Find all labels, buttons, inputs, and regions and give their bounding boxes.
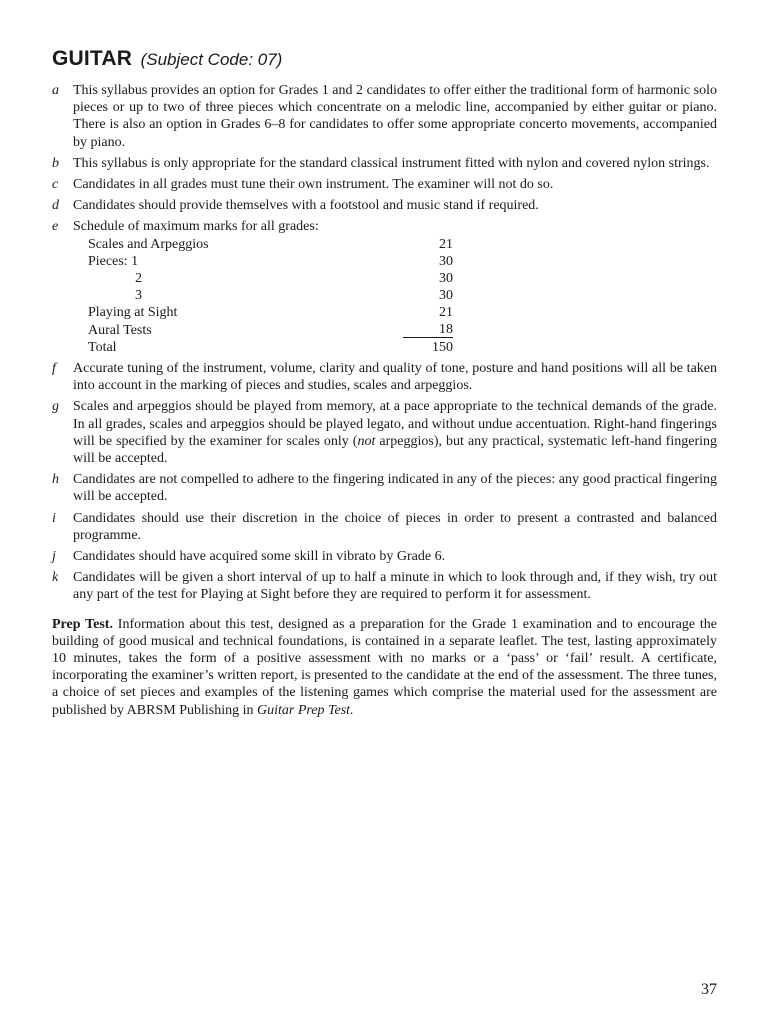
list-item — [52, 398, 717, 467]
prep-test-text: Information about this test, designed as a preparation for the Grade 1 examination and to encourage the building of good musical and technical foundations, is contained in a separate leaflet. The test, lasting approximately 10 minutes, takes the form of a positive assessment with no marks or a ‘pass’ or ‘fail’ result. A certificate, incorporating the examiner’s written report, is presented to the candidate at the end of the assessment. The three tunes, a choice of set pieces and examples of the listening games which comprise the material used for the assessment are published by ABRSM Publishing in — [52, 616, 717, 718]
item-letter: e — [52, 219, 59, 235]
marks-label: Pieces: 1 — [88, 253, 139, 269]
marks-label: Total — [88, 339, 117, 355]
marks-row — [73, 304, 717, 321]
item-letter: k — [52, 570, 59, 586]
item-letter: f — [52, 360, 56, 376]
marks-row — [73, 253, 717, 270]
item-text: This syllabus provides an option for Grades 1 and 2 candidates to offer either the traditional form of harmonic solo pieces or up to two of three pieces which concentrate on a melodic line, accompanied by either guitar or piano. There is also an option in Grades 6–8 for candidates to offer some appropriate concerto movements, accompanied by piano. — [73, 83, 717, 150]
marks-label: Playing at Sight — [88, 305, 178, 321]
item-text: This syllabus is only appropriate for the standard classical instrument fitted with nylon and covered nylon strings. — [73, 155, 710, 171]
list-item — [52, 471, 717, 505]
list-item — [52, 176, 717, 193]
title-subject-code: (Subject Code: 07) — [140, 50, 283, 69]
item-text: Candidates should use their discretion in the choice of pieces in order to present a contrasted and balanced programme. — [73, 510, 717, 543]
marks-label: Aural Tests — [88, 322, 152, 338]
item-letter: a — [52, 83, 59, 98]
marks-total-value: 150 — [432, 339, 453, 355]
item-text: Accurate tuning of the instrument, volume, clarity and quality of tone, posture and hand positions will all be taken into account in the marking of pieces and studies, scales and arpeggios. — [73, 360, 717, 394]
prep-test-label: Prep Test. — [52, 616, 113, 632]
item-text: Candidates will be given a short interval of up to half a minute in which to look through and, if they wish, try out any part of the test for Playing at Sight before they are required to perform it for assessment. — [73, 570, 717, 603]
list-item — [52, 197, 717, 214]
item-letter: c — [52, 177, 59, 193]
item-text: Scales and arpeggios should be played from memory, at a pace appropriate to the technical demands of the grade. In all grades, scales and arpeggios should be played legato, and without undue accentuation. Right-hand fingerings will be specified by the examiner for scales only ( — [73, 399, 717, 449]
page-content — [52, 44, 717, 733]
item-text: Schedule of maximum marks for all grades: — [73, 219, 319, 235]
marks-value: 18 — [403, 322, 453, 339]
marks-row — [73, 270, 717, 287]
list-item — [52, 82, 717, 151]
marks-total-row — [73, 339, 717, 356]
page-number: 37 — [701, 981, 717, 998]
title-main: GUITAR — [52, 47, 133, 70]
page-title — [52, 44, 717, 76]
marks-row — [73, 322, 717, 339]
item-letter: d — [52, 198, 59, 214]
prep-test-paragraph — [52, 616, 717, 719]
marks-row — [73, 236, 717, 253]
item-text: Candidates are not compelled to adhere to the fingering indicated in any of the pieces: any good practical fingering will be accepted. — [73, 472, 717, 505]
list-item — [52, 155, 717, 172]
item-text: Candidates should have acquired some skill in vibrato by Grade 6. — [73, 548, 446, 564]
marks-value: 30 — [439, 271, 453, 286]
list-item — [52, 360, 717, 394]
item-text: Candidates in all grades must tune their own instrument. The examiner will not do so. — [73, 177, 554, 193]
marks-value: 21 — [439, 236, 453, 252]
marks-label: Scales and Arpeggios — [88, 236, 209, 252]
marks-value: 21 — [439, 305, 453, 321]
item-emphasis: not — [357, 433, 376, 449]
item-text: arpeggios), but any practical, systematic left-hand fingering will be accepted. — [73, 433, 718, 466]
marks-label: 3 — [135, 288, 142, 304]
list-item — [52, 218, 717, 356]
item-letter: i — [52, 510, 56, 526]
prep-test-publication: Guitar Prep Test. — [256, 702, 354, 718]
marks-schedule — [73, 236, 717, 356]
marks-row — [73, 287, 717, 304]
item-letter: h — [52, 472, 59, 488]
marks-value: 30 — [439, 288, 453, 304]
item-letter: j — [52, 548, 56, 564]
list-item — [52, 548, 717, 565]
list-item — [52, 510, 717, 544]
list-item — [52, 569, 717, 603]
item-letter: b — [52, 155, 59, 171]
item-text: Candidates should provide themselves with a footstool and music stand if required. — [73, 198, 539, 214]
item-letter: g — [52, 399, 59, 415]
marks-label: 2 — [135, 271, 142, 286]
marks-value: 30 — [439, 253, 453, 269]
